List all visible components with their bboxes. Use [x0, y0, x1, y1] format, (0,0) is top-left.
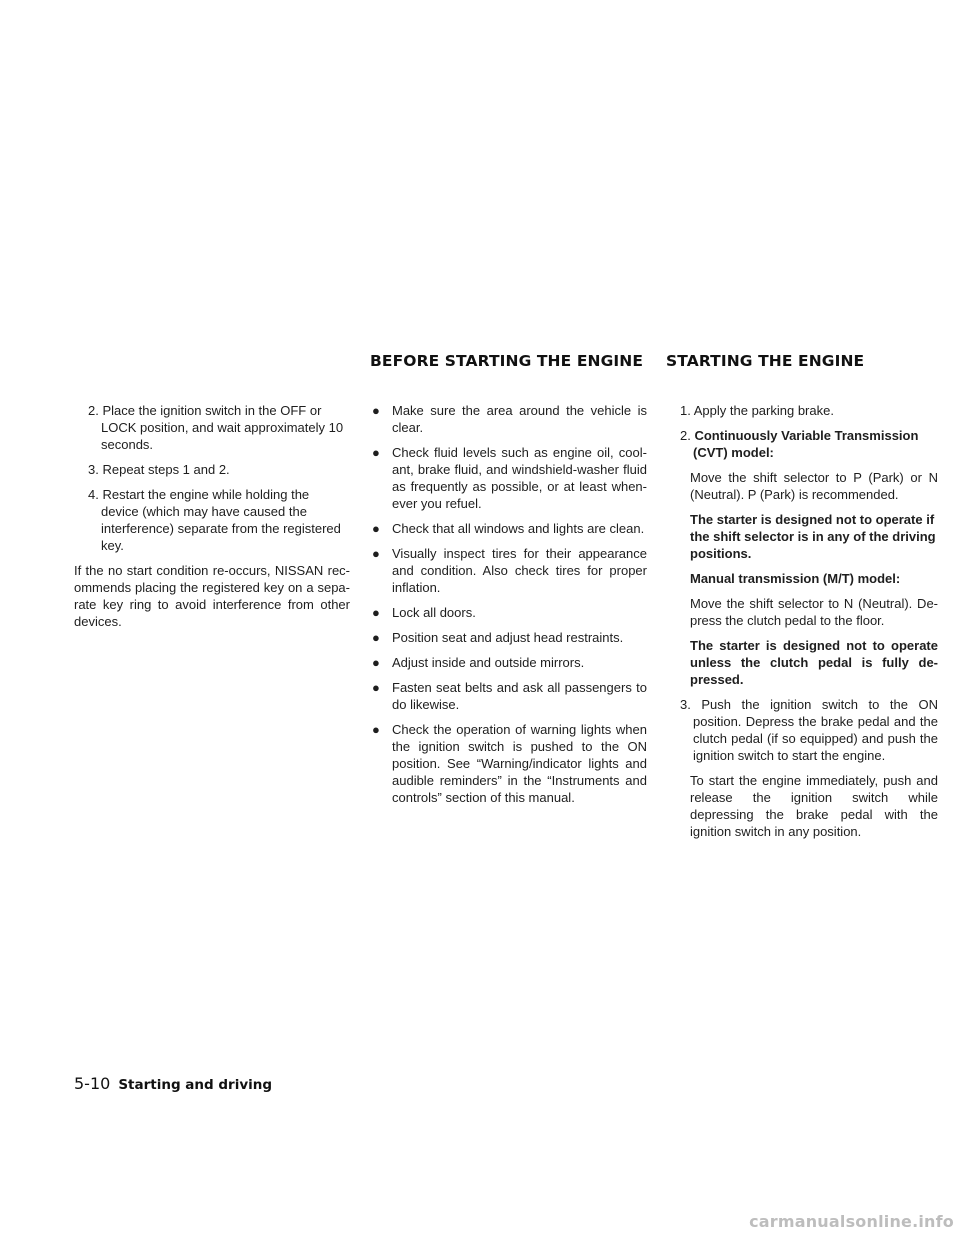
column-1 [74, 402, 350, 638]
interference-paragraph: If the no start condition re-occurs, NISSAN rec- ommends placing the registered key on a sepa- rate key ring to avoid interference from other devices. [74, 563, 350, 629]
step-text: Apply the parking brake. [693, 403, 834, 418]
page-number: 5-10 [74, 1074, 111, 1093]
bullet-text: Visually inspect tires for their appearance and condition. Also check tires for proper inflation. [392, 546, 647, 595]
step-text: Push the ignition switch to the ON position. Depress the brake pedal and the clutch pedal (if so equipped) and push the ignition switch to start the engine. [693, 697, 938, 763]
bullet-text: Lock all doors. [392, 605, 476, 620]
step-number: 3. [88, 462, 99, 477]
step-text: Restart the engine while holding the device (which may have caused the interference) separate from the registered key. [101, 487, 341, 553]
bullet-icon: ● [372, 521, 380, 536]
list-item [370, 604, 647, 621]
step-3 [74, 461, 350, 478]
bullet-text: Position seat and adjust head restraints. [392, 630, 624, 645]
list-item [370, 545, 647, 596]
bullet-icon: ● [372, 680, 380, 695]
bullet-text: Check the operation of warning lights when the ignition switch is pushed to the ON position. See “Warning/indicator lights and audible reminders” in the “Instruments and controls” section of this manual. [392, 722, 647, 805]
list-item [370, 721, 647, 806]
list-item [370, 520, 647, 537]
cvt-text: Move the shift selector to P (Park) or N (Neutral). P (Park) is recommended. [690, 470, 938, 502]
start-step-2 [666, 427, 938, 461]
column-2 [370, 402, 647, 814]
bullet-icon: ● [372, 630, 380, 645]
mt-warning: The starter is designed not to operate unless the clutch pedal is fully de- pressed. [690, 638, 938, 687]
cvt-title: Continuously Variable Transmission (CVT) model: [693, 428, 919, 460]
step-text: Repeat steps 1 and 2. [102, 462, 230, 477]
bullet-text: Check fluid levels such as engine oil, cool- ant, brake fluid, and windshield-washer fluid as frequently as possible, or at least when- ever you refuel. [392, 445, 647, 511]
cvt-warning: The starter is designed not to operate if the shift selector is in any of the driving positions. [690, 512, 936, 561]
list-item [370, 444, 647, 512]
column-3 [666, 402, 938, 848]
bullet-icon: ● [372, 605, 380, 620]
list-item [370, 654, 647, 671]
start-step-3-text2: To start the engine immediately, push and release the ignition switch while depressing the brake pedal with the ignition switch in any position. [690, 773, 938, 839]
bullet-text: Adjust inside and outside mirrors. [392, 655, 585, 670]
bullet-icon: ● [372, 445, 380, 460]
list-item [370, 679, 647, 713]
list-item [370, 402, 647, 436]
bullet-icon: ● [372, 722, 380, 737]
chapter-title: Starting and driving [118, 1077, 273, 1093]
start-step-1 [666, 402, 938, 419]
mt-title: Manual transmission (M/T) model: [690, 571, 901, 586]
bullet-text: Check that all windows and lights are clean. [392, 521, 645, 536]
mt-text: Move the shift selector to N (Neutral). De- press the clutch pedal to the floor. [690, 596, 938, 628]
step-number: 2. [680, 428, 691, 443]
watermark-text: carmanualsonline.info [749, 1212, 954, 1231]
step-number: 3. [680, 697, 691, 712]
step-number: 4. [88, 487, 99, 502]
heading-before-starting: BEFORE STARTING THE ENGINE [370, 352, 644, 370]
list-item [370, 629, 647, 646]
bullet-icon: ● [372, 403, 380, 418]
bullet-text: Fasten seat belts and ask all passengers to do likewise. [392, 680, 647, 712]
bullet-text: Make sure the area around the vehicle is clear. [392, 403, 647, 435]
bullet-icon: ● [372, 655, 380, 670]
start-step-3 [666, 696, 938, 764]
heading-starting: STARTING THE ENGINE [666, 352, 865, 370]
step-text: Place the ignition switch in the OFF or LOCK position, and wait approximately 10 seconds. [101, 403, 344, 452]
step-2 [74, 402, 350, 453]
step-number: 1. [680, 403, 691, 418]
page-footer [74, 1074, 272, 1094]
bullet-icon: ● [372, 546, 380, 561]
step-number: 2. [88, 403, 99, 418]
step-4 [74, 486, 350, 554]
